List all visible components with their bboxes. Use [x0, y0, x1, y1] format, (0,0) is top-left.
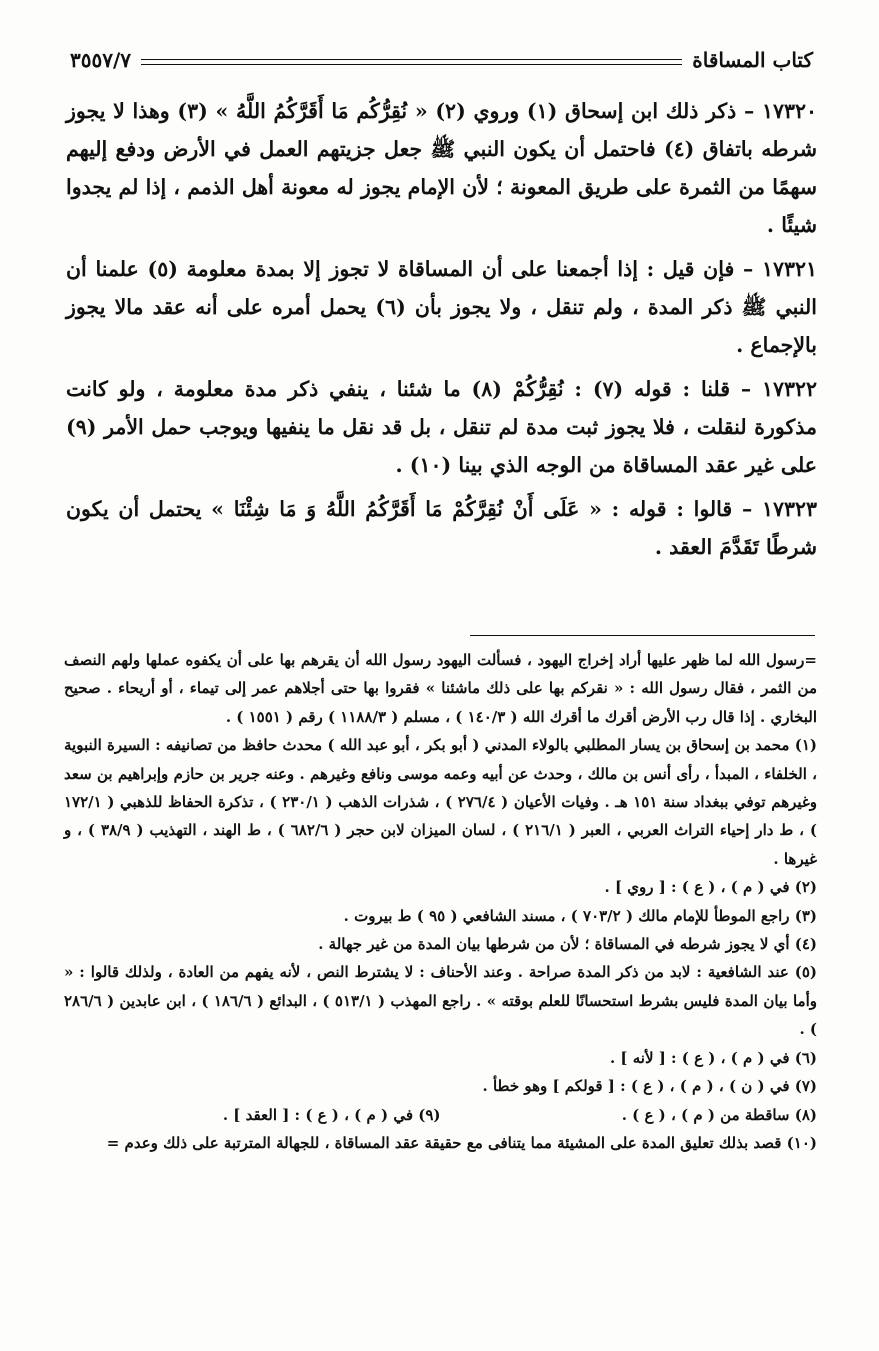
- page-number: ٣٥٥٧/٧: [70, 48, 132, 72]
- paragraph-number: ١٧٣٢١: [761, 257, 818, 281]
- footnote-9: (٩) في ( م ) ، ( ع ) : [ العقد ] .: [222, 1105, 441, 1124]
- paragraph: [66, 92, 817, 244]
- running-header: [70, 40, 813, 80]
- footnote-8: (٨) ساقطة من ( م ) ، ( ع ) .: [621, 1105, 817, 1124]
- footnote-row: [64, 1072, 817, 1100]
- paragraph: [66, 250, 817, 364]
- paragraph-number: ١٧٣٢٢: [761, 377, 817, 401]
- footnote-row: [64, 1101, 817, 1129]
- header-rule: [141, 59, 682, 65]
- paragraph-number: ١٧٣٢٠: [761, 99, 818, 123]
- footnote-1: (١) محمد بن إسحاق بن يسار المطلبي بالولاء المدني ( أبو بكر ، أبو عبد الله ) محدث حافظ من تصانيفه : السيرة النبوية ، الخلفاء ، المبدأ ، رأى أنس بن مالك ، وحدث عن أبيه وعمه موسى ونافع وغيرهم . وعنه جرير بن حازم وإبراهيم بن سعد وغيرهم توفي ببغداد سنة ١٥١ هـ . وفيات الأعيان ( ٢٧٦/٤ ) ، شذرات الذهب ( ٢٣٠/١ ) ، تذكرة الحفاظ للذهبي ( ١٧٢/١ ) ، ط دار إحياء التراث العربي ، العبر ( ٢١٦/١ ) ، لسان الميزان لابن حجر ( ٦٨٢/٦ ) ، ط الهند ، التهذيب ( ٣٨/٩ ) ، و غيرها .: [64, 736, 818, 868]
- footnote-6: (٦) في ( م ) ، ( ع ) : [ لأنه ] .: [609, 1048, 817, 1067]
- footnote-7: (٧) في ( ن ) ، ( م ) ، ( ع ) : [ قولكم ] وهو خطأ .: [482, 1077, 817, 1096]
- footnote-3: (٣) راجع الموطأ للإمام مالك ( ٧٠٣/٢ ) ، مسند الشافعي ( ٩٥ ) ط بيروت .: [343, 906, 817, 925]
- footnote-separator: [470, 635, 815, 636]
- footnote-continuation: =رسول الله لما ظهر عليها أراد إخراج اليهود ، فسألت اليهود رسول الله أن يقرهم بها على أن يكفوه عملها ولهم النصف من الثمر ، فقال رسول الله : « نقركم بها على ذلك ماشئنا » فقروا بها حتى أجلاهم عمر إلى تيماء ، أو أريحاء . صحيح البخاري . إذا قال رب الأرض أقرك ما أقرك الله ( ١٤٠/٣ ) ، مسلم ( ١١٨٨/٣ ) رقم ( ١٥٥١ ) .: [64, 651, 817, 726]
- paragraph-text: – قالوا : قوله : « عَلَى أَنْ نُقِرَّكُمْ مَا أَقَرَّكُمُ اللَّهُ وَ مَا شِئْنَا » يحتمل أن يكون شرطًا تَقَدَّمَ العقد .: [66, 497, 817, 559]
- paragraph-text: – ذكر ذلك ابن إسحاق (١) وروي (٢) « نُقِرُّكُم مَا أَقَرَّكُمُ اللَّهُ » (٣) وهذا لا يجوز شرطه باتفاق (٤) فاحتمل أن يكون النبي ﷺ جعل جزيتهم العمل في الأرض ودفع إليهم سهمًا من الثمرة على طريق المعونة ؛ لأن الإمام يجوز له معونة أهل الذمم ، إذا لم يجدوا شيئًا .: [66, 99, 817, 237]
- footnote-5: (٥) عند الشافعية : لابد من ذكر المدة صراحة . وعند الأحناف : لا يشترط النص ، لأنه يفهم من العادة ، ولذلك قالوا : « وأما بيان المدة فليس بشرط استحسانًا للعلم بوقته » . راجع المهذب ( ٥١٣/١ ) ، البدائع ( ١٨٦/٦ ) ، ابن عابدين ( ٢٨٦/٦ ) .: [64, 963, 817, 1039]
- footnote-row: [64, 1044, 817, 1072]
- paragraph-number: ١٧٣٢٣: [761, 497, 817, 521]
- footnotes: [64, 646, 817, 1157]
- paragraph: [66, 370, 817, 484]
- paragraph-text: – فإن قيل : إذا أجمعنا على أن المساقاة لا تجوز إلا بمدة معلومة (٥) علمنا أن النبي ﷺ ذكر المدة ، ولم تنقل ، ولا يجوز بأن (٦) يحمل أمره على أنه عقد مالا يجوز بالإجماع .: [66, 257, 817, 357]
- footnote-2: (٢) في ( م ) ، ( ع ) : [ روي ] .: [604, 878, 817, 897]
- footnote-10: (١٠) قصد بذلك تعليق المدة على المشيئة مما يتنافى مع حقيقة عقد المساقاة ، للجهالة المترتبة على ذلك وعدم =: [106, 1133, 817, 1152]
- book-title: كتاب المساقاة: [692, 48, 813, 72]
- paragraph-text: – قلنا : قوله (٧) : نُقِرُّكُمْ (٨) ما شئنا ، ينفي ذكر مدة معلومة ، ولو كانت مذكورة لنقلت ، فلا يجوز ثبت مدة لم تنقل ، بل قد نقل ما ينفيها ويوجب حمل الأمر (٩) على غير عقد المساقاة من الوجه الذي بينا (١٠) .: [66, 377, 817, 477]
- footnote-4: (٤) أي لا يجوز شرطه في المساقاة ؛ لأن من شرطها بيان المدة من غير جهالة .: [318, 935, 817, 954]
- paragraph: [66, 490, 817, 566]
- main-text: [66, 92, 817, 572]
